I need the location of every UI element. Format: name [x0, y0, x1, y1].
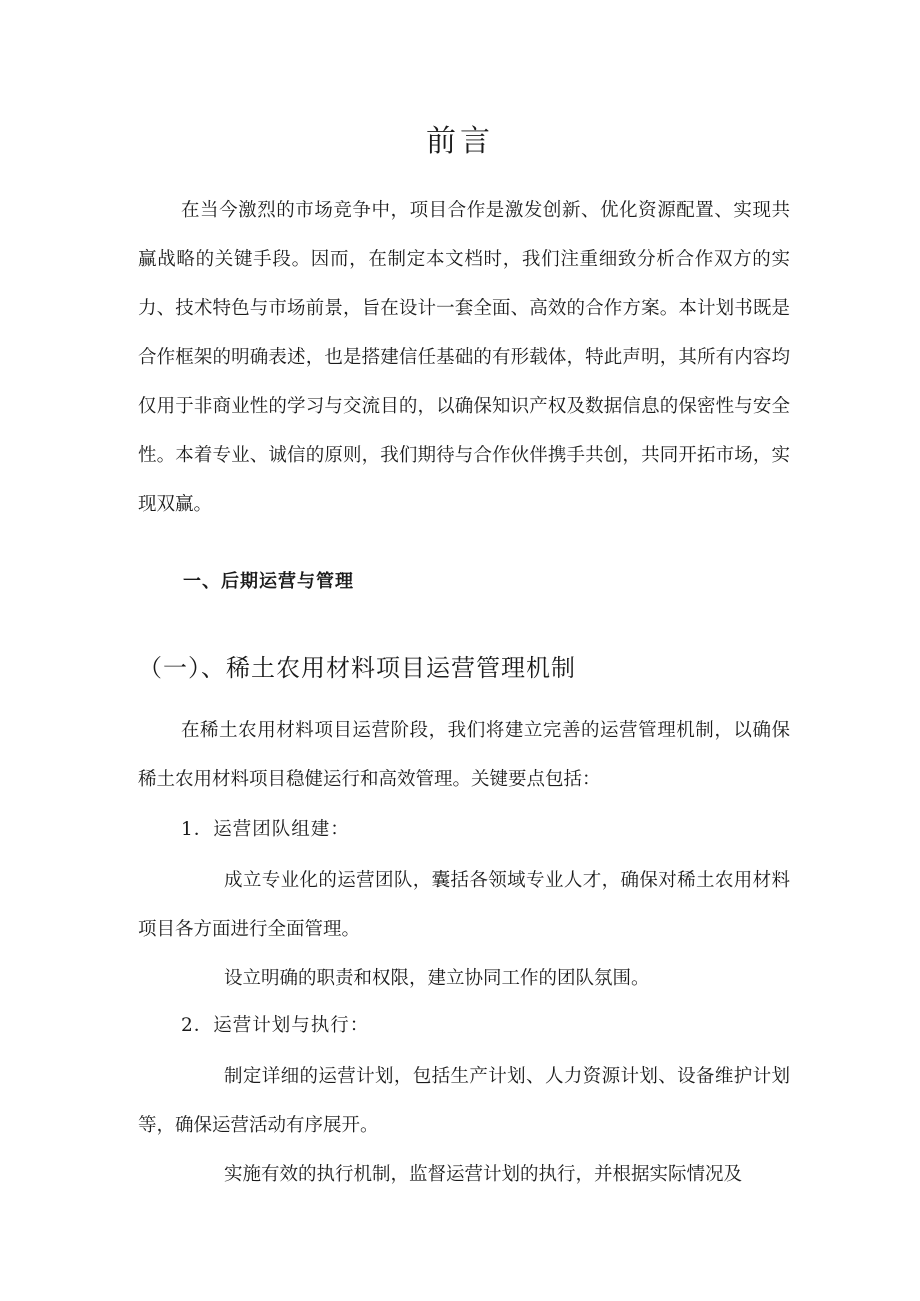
item-point: 实施有效的执行机制，监督运营计划的执行，并根据实际情况及 — [224, 1164, 743, 1185]
preface-paragraph: 在当今激烈的市场竞争中，项目合作是激发创新、优化资源配置、实现共赢战略的关键手段。因而，在制定本文档时，我们注重细致分析合作双方的实力、技术特色与市场前景，旨在设计一套全面、高效的合作方案。本计划书既是合作框架的明确表述，也是搭建信任基础的有形载体，特此声明，其所有内容均仅用于非商业性的学习与交流目的，以确保知识产权及数据信息的保密性与安全性。本着专业、诚信的原则，我们期待与合作伙伴携手共创，共同开拓市场，实现双赢。 — [138, 200, 790, 515]
item-point: 成立专业化的运营团队，囊括各领域专业人才，确保对稀土农用材料项目各方面进行全面管理。 — [138, 870, 790, 940]
item-point: 设立明确的职责和权限，建立协同工作的团队氛围。 — [224, 968, 650, 989]
subsection-heading: （一）、稀土农用材料项目运营管理机制 — [138, 654, 576, 682]
section-heading: 一、后期运营与管理 — [183, 571, 354, 592]
item-point: 制定详细的运营计划，包括生产计划、人力资源计划、设备维护计划等，确保运营活动有序展开。 — [138, 1066, 790, 1136]
document-title: 前言 — [426, 124, 494, 159]
item-heading: 2．运营计划与执行： — [181, 1015, 370, 1036]
intro-paragraph: 在稀土农用材料项目运营阶段，我们将建立完善的运营管理机制，以确保稀土农用材料项目稳健运行和高效管理。关键要点包括： — [138, 720, 790, 790]
item-heading: 1．运营团队组建： — [181, 819, 350, 840]
